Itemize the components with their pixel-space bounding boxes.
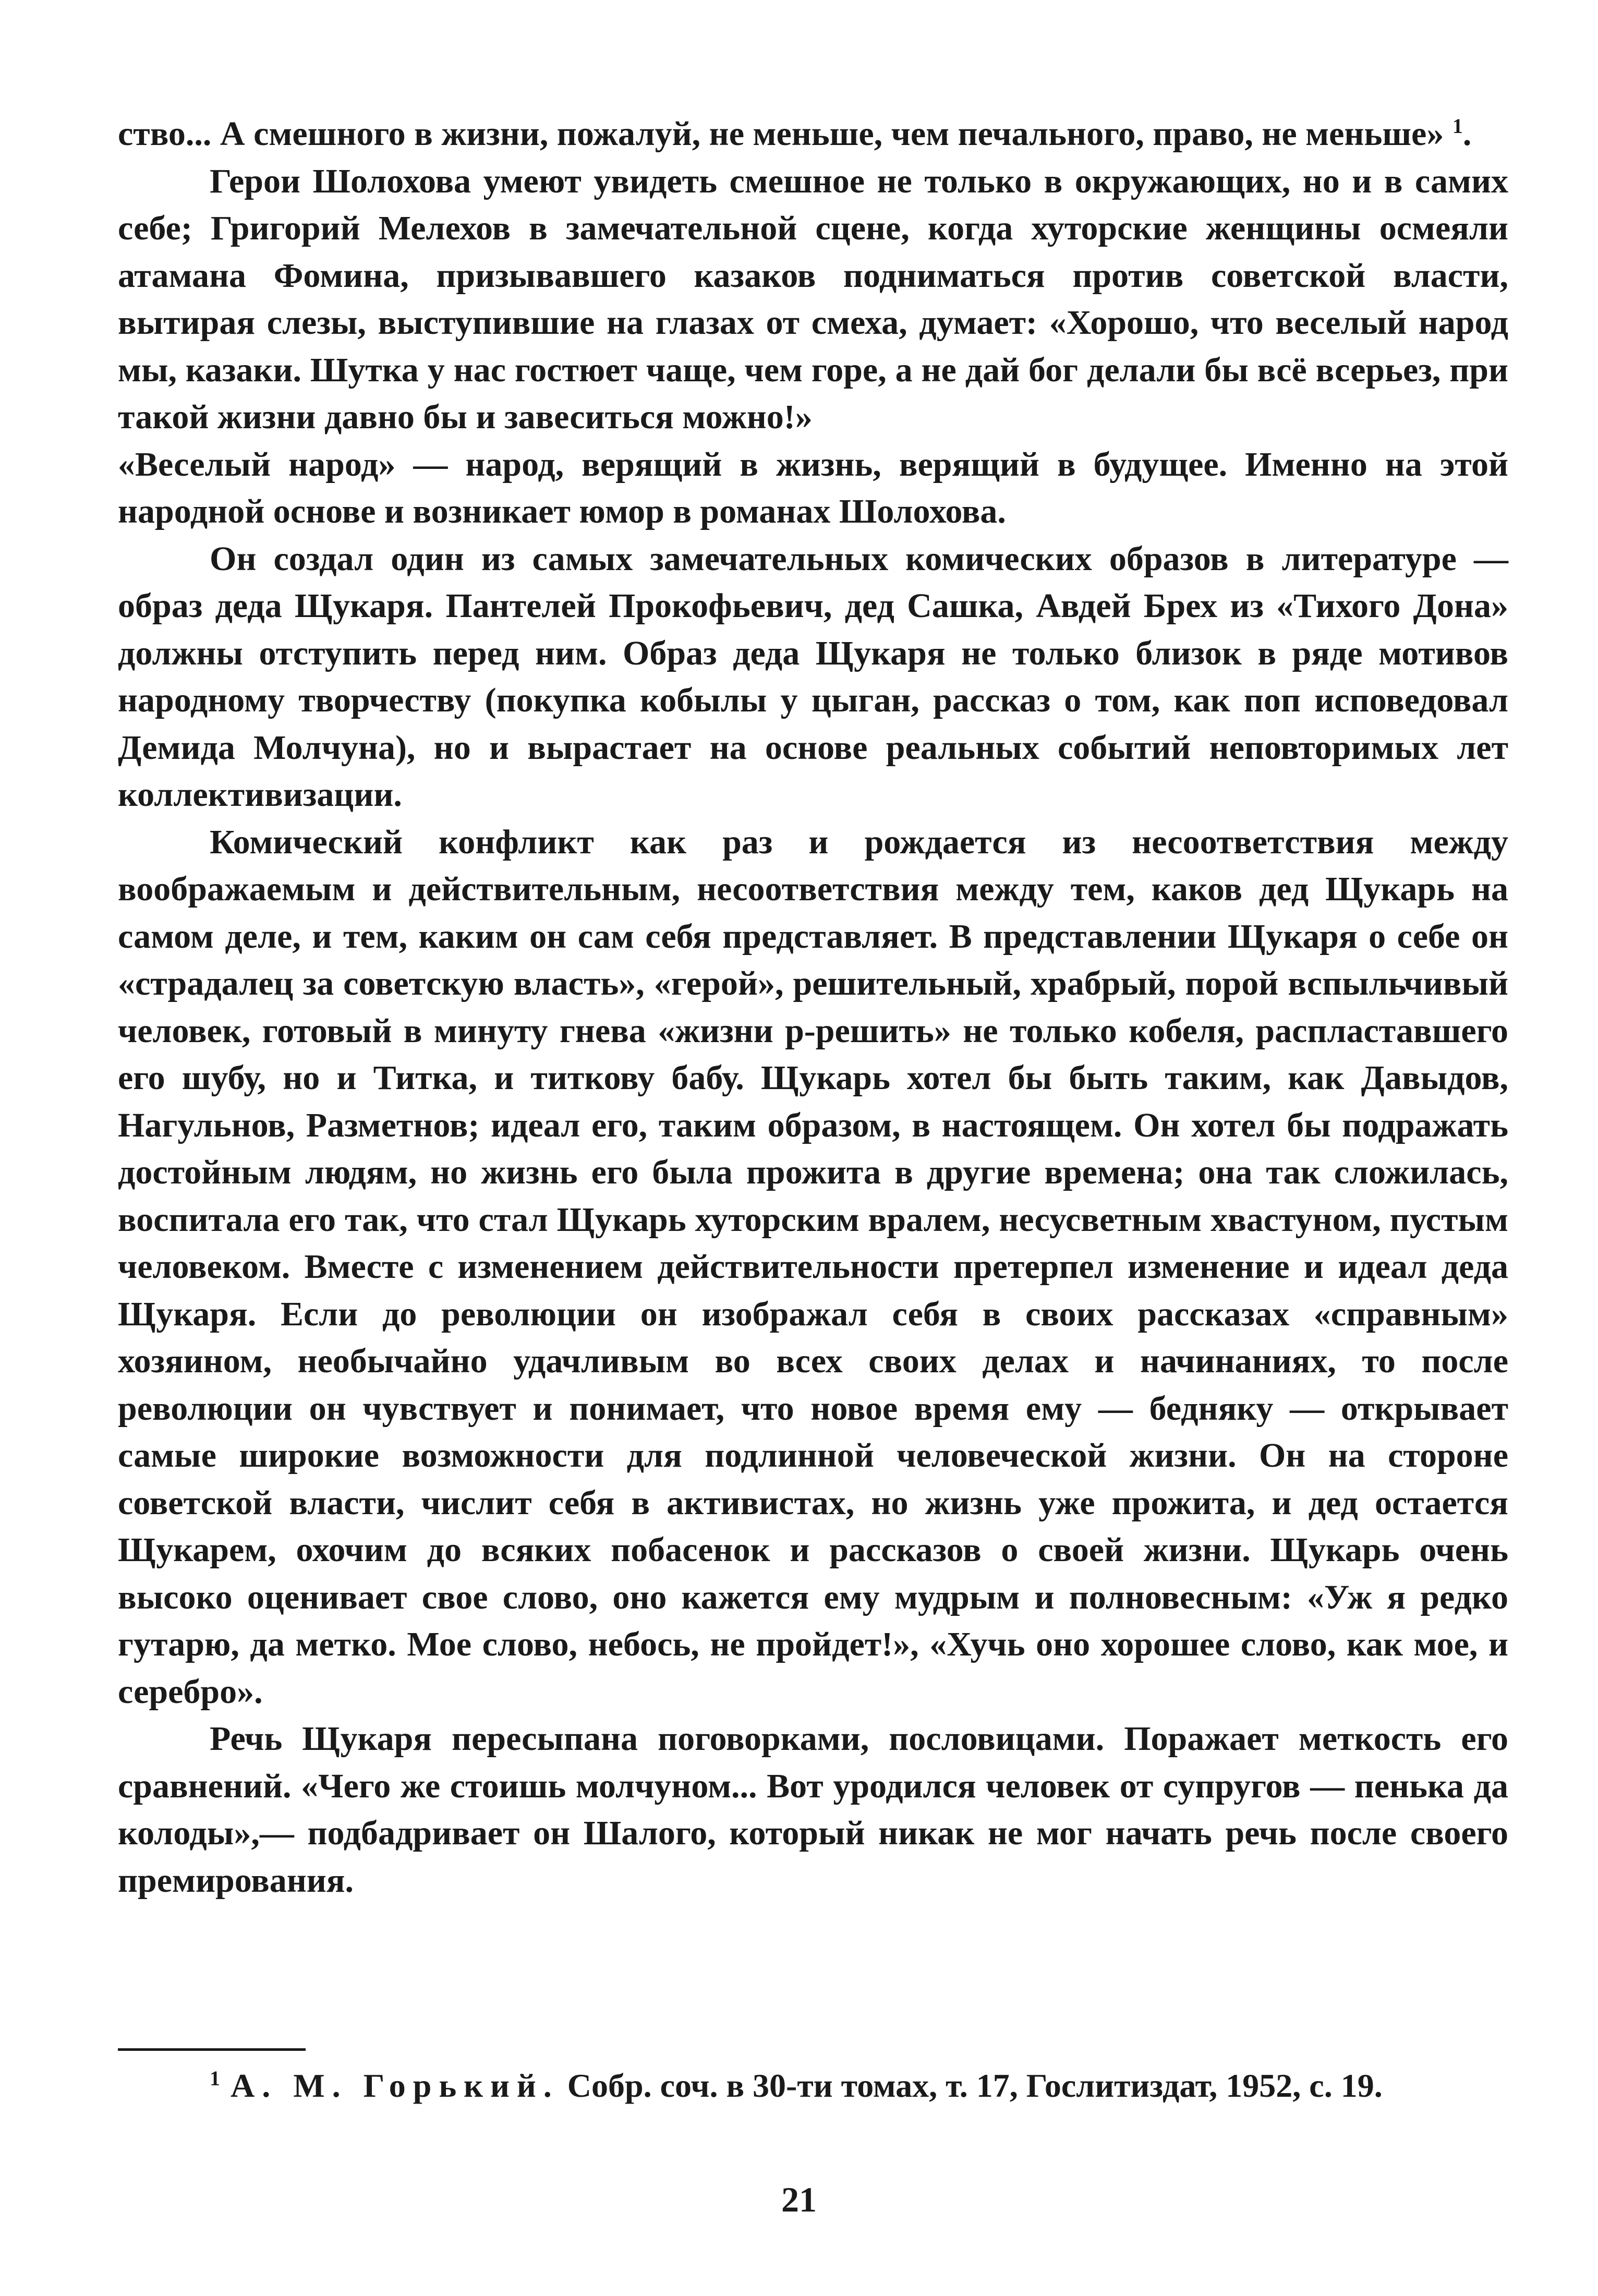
paragraph-3: «Веселый народ» — народ, верящий в жизнь, верящий в будущее. Именно на этой народной основе и возникает юмор в романах Шолохова. [118, 445, 1508, 530]
paragraph-6: Речь Щукаря пересыпана поговорками, пословицами. Поражает меткость его сравнений. «Чего же стоишь молчуном... Вот уродился человек от супругов — пенька да колоды»,— подбадривает он Шалого, который никак не мог начать речь после своего премирования. [118, 1720, 1508, 1900]
paragraph-5: Комический конфликт как раз и рождается из несоответствия между воображаемым и действительным, несоответствия между тем, каков дед Щукарь на самом деле, и тем, каким он сам себя представляет. В представлении Щукаря о себе он «страдалец за советскую власть», «герой», решительный, храбрый, порой вспыльчивый человек, готовый в минуту гнева «жизни р-решить» не только кобеля, распластавшего его шубу, но и Титка, и титкову бабу. Щукарь хотел бы быть таким, как Давыдов, Нагульнов, Разметнов; идеал его, таким образом, в настоящем. Он хотел бы подражать достойным людям, но жизнь его была прожита в другие времена; она так сложилась, воспитала его так, что стал Щукарь хуторским вралем, несусветным хвастуном, пустым человеком. Вместе с изменением действительности претерпел изменение и идеал деда Щукаря. Если до революции он изображал себя в своих рассказах «справным» хозяином, необычайно удачливым во всех своих делах и начинаниях, то после революции он чувствует и понимает, что новое время ему — бедняку — открывает самые широкие возможности для подлинной человеческой жизни. Он на стороне советской власти, числит себя в активистах, но жизнь уже прожита, и дед остается Щукарем, охочим до всяких побасенок и рассказов о своей жизни. Щукарь очень высоко оценивает свое слово, оно кажется ему мудрым и полновесным: «Уж я редко гутарю, да метко. Мое слово, небось, не пройдет!», «Хучь оно хорошее слово, как мое, и серебро». [118, 823, 1508, 1711]
main-text [118, 111, 1508, 1904]
footnote-divider [118, 2048, 306, 2051]
paragraph-1-text: ство... А смешного в жизни, пожалуй, не меньше, чем печального, право, не меньше» [118, 115, 1444, 153]
footnote-text: Собр. соч. в 30-ти томах, т. 17, Гослитиздат, 1952, с. 19. [567, 2067, 1383, 2104]
paragraph-1-end: . [1462, 115, 1472, 153]
footnote-author: А. М. Горький. [231, 2067, 559, 2104]
footnote [118, 2063, 1508, 2109]
paragraph-1 [118, 111, 1508, 158]
paragraph-4: Он создал один из самых замечательных комических образов в литературе — образ деда Щукаря. Пантелей Прокофьевич, дед Сашка, Авдей Брех из «Тихого Дона» должны отступить перед ним. Образ деда Щукаря не только близок в ряде мотивов народному творчеству (покупка кобылы у цыган, рассказ о том, как поп исповедовал Демида Молчуна), но и вырастает на основе реальных событий неповторимых лет коллективизации. [118, 539, 1508, 814]
page-number: 21 [781, 2180, 817, 2219]
footnote-mark: 1 [210, 2066, 220, 2090]
paragraph-2: Герои Шолохова умеют увидеть смешное не только в окружающих, но и в самих себе; Григорий Мелехов в замечательной сцене, когда хуторские женщины осмеяли атамана Фомина, призывавшего казаков подниматься против советской власти, вытирая слезы, выступившие на глазах от смеха, думает: «Хорошо, что веселый народ мы, казаки. Шутка у нас гостюет чаще, чем горе, а не дай бог делали бы всё всерьез, при такой жизни давно бы и завеситься можно!» [118, 162, 1508, 436]
footnote-reference[interactable]: 1 [1452, 114, 1463, 138]
